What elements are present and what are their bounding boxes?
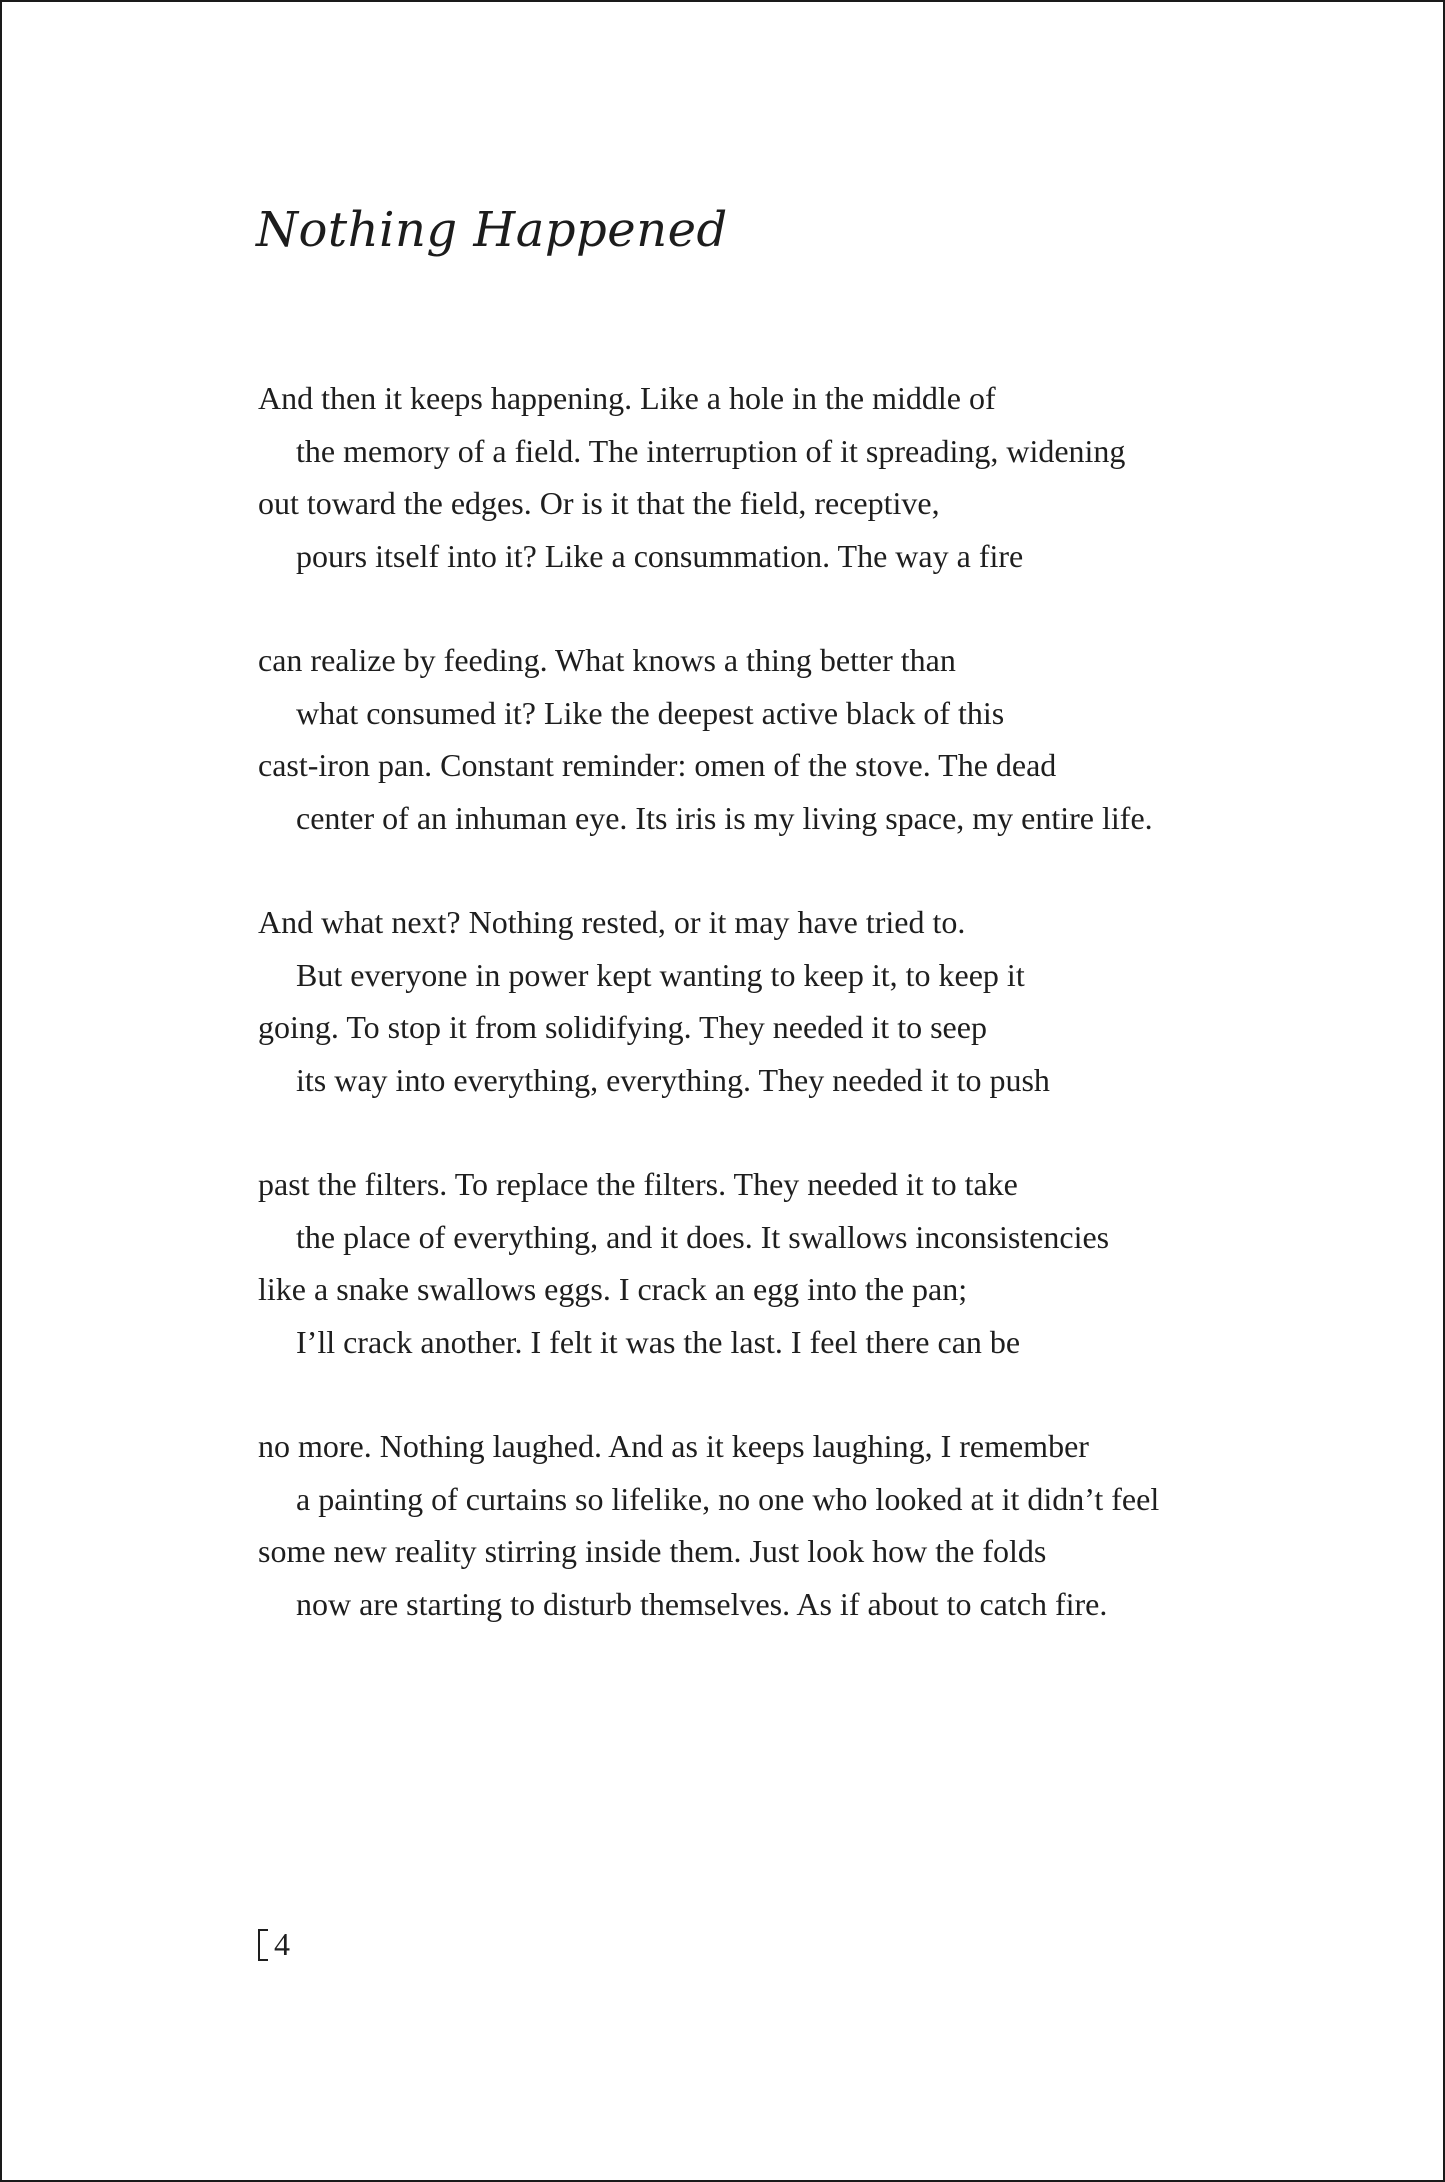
- page-number: 4: [274, 1926, 290, 1962]
- poem-line: the memory of a field. The interruption of it spreading, widening: [296, 432, 1126, 469]
- stanza-1: [258, 372, 1378, 582]
- poem-line: But everyone in power kept wanting to keep it, to keep it: [296, 956, 1025, 993]
- poem-line: now are starting to disturb themselves. As if about to catch fire.: [296, 1585, 1108, 1622]
- page-folio: [258, 1922, 290, 1966]
- poem-line: center of an inhuman eye. Its iris is my living space, my entire life.: [296, 799, 1153, 836]
- poem-line: some new reality stirring inside them. Just look how the folds: [258, 1533, 1047, 1569]
- bracket-icon: [258, 1929, 268, 1961]
- poem-line: can realize by feeding. What knows a thing better than: [258, 642, 956, 678]
- poem-line: And what next? Nothing rested, or it may have tried to.: [258, 904, 966, 940]
- poem-line: cast-iron pan. Constant reminder: omen of the stove. The dead: [258, 747, 1057, 783]
- poem-body: [258, 372, 1378, 1682]
- poem-line: pours itself into it? Like a consummation. The way a fire: [296, 537, 1024, 574]
- poem-line: like a snake swallows eggs. I crack an egg into the pan;: [258, 1271, 968, 1307]
- poem-line: I’ll crack another. I felt it was the last. I feel there can be: [296, 1323, 1021, 1360]
- stanza-5: [258, 1420, 1378, 1630]
- poem-line: no more. Nothing laughed. And as it keeps laughing, I remember: [258, 1428, 1089, 1464]
- poem-line: And then it keeps happening. Like a hole in the middle of: [258, 380, 996, 416]
- stanza-3: [258, 896, 1378, 1106]
- poem-title: Nothing Happened: [256, 202, 728, 258]
- stanza-2: [258, 634, 1378, 844]
- poem-line: a painting of curtains so lifelike, no one who looked at it didn’t feel: [296, 1480, 1160, 1517]
- poem-line: out toward the edges. Or is it that the field, receptive,: [258, 485, 940, 521]
- poem-line: its way into everything, everything. They needed it to push: [296, 1061, 1050, 1098]
- poem-line: going. To stop it from solidifying. They needed it to seep: [258, 1009, 987, 1045]
- poem-line: the place of everything, and it does. It swallows inconsistencies: [296, 1218, 1110, 1255]
- poem-line: past the filters. To replace the filters. They needed it to take: [258, 1166, 1018, 1202]
- stanza-4: [258, 1158, 1378, 1368]
- poem-line: what consumed it? Like the deepest active black of this: [296, 694, 1005, 731]
